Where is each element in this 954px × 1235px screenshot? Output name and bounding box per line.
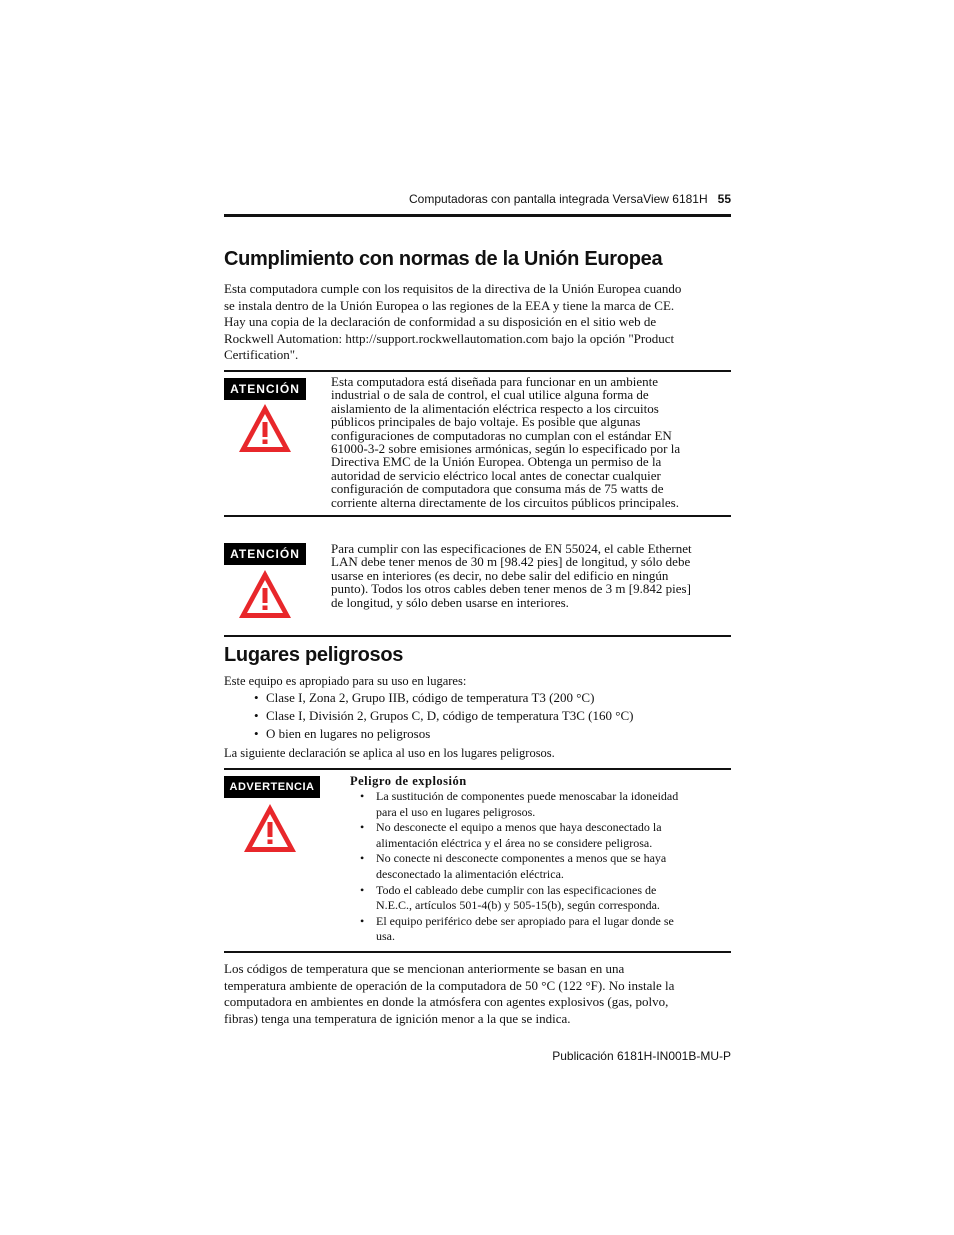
paragraph-line: se instala dentro de la Unión Europea o las regiones de la EEA y tiene la marca de CE. xyxy=(224,297,675,313)
warning-triangle-icon xyxy=(237,402,293,454)
paragraph-line: fibras) tenga una temperatura de ignición menor a la que se indica. xyxy=(224,1010,571,1026)
notice-line: de longitud, y sólo deben usarse en interiores. xyxy=(331,594,569,610)
warning-item-line: desconectado la alimentación eléctrica. xyxy=(376,866,564,881)
section-heading-eu-compliance: Cumplimiento con normas de la Unión Europea xyxy=(224,248,663,270)
list-item-text: O bien en lugares no peligrosos xyxy=(266,726,431,741)
warning-item-line: para el uso en lugares peligrosos. xyxy=(376,804,536,819)
notice-line: públicos principales de bajo voltaje. Es posible que algunas xyxy=(331,414,641,430)
running-header xyxy=(224,192,731,206)
attention-text xyxy=(331,375,730,509)
list-item: • Clase I, Zona 2, Grupo IIB, código de temperatura T3 (200 °C) xyxy=(254,690,595,705)
paragraph-line: computadora en ambientes en donde la atmósfera con agentes explosivos (gas, polvo, xyxy=(224,994,669,1009)
list-item-text: Clase I, Zona 2, Grupo IIB, código de temperatura T3 (200 °C) xyxy=(266,690,595,705)
warning-item: • La sustitución de componentes puede menoscabar la idoneidad para el uso en lugares peligrosos. xyxy=(360,789,724,820)
hazardous-location-list xyxy=(254,689,724,743)
notice-line: 61000-3-2 sobre emisiones armónicas, según lo especificado por la xyxy=(331,441,681,457)
list-item-text: Clase I, División 2, Grupos C, D, código de temperatura T3C (160 °C) xyxy=(266,708,634,723)
paragraph-line: temperatura ambiente de operación de la computadora de 50 °C (122 °F). No instale la xyxy=(224,977,675,993)
warning-triangle-icon xyxy=(242,802,298,854)
attention-badge: ATENCIÓN xyxy=(224,378,306,400)
warning-title: Peligro de explosión xyxy=(350,774,467,788)
header-rule xyxy=(224,214,731,217)
paragraph-line: Certification". xyxy=(224,347,299,362)
hazardous-intro: Este equipo es apropiado para su uso en lugares: xyxy=(224,674,467,688)
hazardous-statement-lead: La siguiente declaración se aplica al uso en los lugares peligrosos. xyxy=(224,746,555,760)
list-item: • Clase I, División 2, Grupos C, D, código de temperatura T3C (160 °C) xyxy=(254,708,634,723)
warning-item-line: No conecte ni desconecte componentes a menos que se haya xyxy=(376,851,667,866)
notice-top-rule xyxy=(224,370,731,372)
warning-list xyxy=(360,789,724,945)
section-heading-hazardous-locations: Lugares peligrosos xyxy=(224,644,404,666)
notice-line: usarse en interiores (es decir, no debe salir del edificio en ningún xyxy=(331,567,669,583)
warning-item: • Todo el cableado debe cumplir con las especificaciones de N.E.C., artículos 501-4(b) y 505-15(b), según corresponda. xyxy=(360,883,724,914)
warning-item-line: Todo el cableado debe cumplir con las especificaciones de xyxy=(376,882,657,897)
notice-line: LAN debe tener menos de 30 m [98.42 pies] de longitud, y sólo debe xyxy=(331,554,691,570)
temperature-code-paragraph xyxy=(224,961,731,1027)
notice-bottom-rule xyxy=(224,515,731,517)
header-title: Computadoras con pantalla integrada VersaView 6181H xyxy=(409,192,708,206)
publication-footer: Publicación 6181H-IN001B-MU-P xyxy=(552,1049,731,1063)
notice-line: punto). Todos los otros cables deben tener menos de 3 m [9.842 pies] xyxy=(331,581,691,597)
warning-item-line: usa. xyxy=(376,929,395,944)
notice-line: aislamiento de la alimentación eléctrica respecto a los circuitos xyxy=(331,400,659,416)
warning-bottom-rule xyxy=(224,951,731,953)
warning-item-line: alimentación eléctrica y el área no se considere peligrosa. xyxy=(376,835,653,850)
paragraph-line: Hay una copia de la declaración de conformidad a su disposición en el sitio web de xyxy=(224,314,657,329)
notice-line: Esta computadora está diseñada para funcionar en un ambiente xyxy=(331,374,659,389)
paragraph-line: Rockwell Automation: http://support.rockwellautomation.com bajo la opción "Product xyxy=(224,330,675,346)
page-number: 55 xyxy=(717,192,731,206)
warning-item-line: El equipo periférico debe ser apropiado para el lugar donde se xyxy=(376,913,674,928)
attention-text xyxy=(331,542,730,609)
notice-line: Directiva EMC de la Unión Europea. Obtenga un permiso de la xyxy=(331,454,662,470)
warning-item: • No conecte ni desconecte componentes a menos que se haya desconectado la alimentación eléctrica. xyxy=(360,851,724,882)
warning-triangle-icon xyxy=(237,568,293,620)
notice-line: Para cumplir con las especificaciones de EN 55024, el cable Ethernet xyxy=(331,541,692,556)
warning-top-rule xyxy=(224,768,731,770)
notice-line: configuración de computadora que consuma más de 75 watts de xyxy=(331,481,664,497)
paragraph-line: Los códigos de temperatura que se mencionan anteriormente se basan en una xyxy=(224,961,625,976)
warning-item: • No desconecte el equipo a menos que haya desconectado la alimentación eléctrica y el área no se considere peligrosa. xyxy=(360,820,724,851)
attention-badge: ATENCIÓN xyxy=(224,543,306,565)
warning-item-line: La sustitución de componentes puede menoscabar la idoneidad xyxy=(376,789,679,803)
notice-line: industrial o de sala de control, el cual utilice alguna forma de xyxy=(331,387,649,403)
paragraph-line: Esta computadora cumple con los requisitos de la directiva de la Unión Europea cuando xyxy=(224,281,682,296)
list-item: • O bien en lugares no peligrosos xyxy=(254,726,431,741)
notice-line: corriente alterna directamente de los circuitos públicos principales. xyxy=(331,494,679,510)
section-rule xyxy=(224,635,731,637)
warning-item-line: No desconecte el equipo a menos que haya desconectado la xyxy=(376,820,662,835)
notice-line: configuraciones de computadoras no cumplan con el estándar EN xyxy=(331,427,672,443)
warning-badge: ADVERTENCIA xyxy=(224,776,320,798)
warning-item-line: N.E.C., artículos 501-4(b) y 505-15(b), según corresponda. xyxy=(376,898,660,913)
eu-compliance-paragraph xyxy=(224,281,731,364)
warning-item: • El equipo periférico debe ser apropiado para el lugar donde se usa. xyxy=(360,914,724,945)
notice-line: autoridad de servicio eléctrico local antes de conectar cualquier xyxy=(331,467,661,483)
